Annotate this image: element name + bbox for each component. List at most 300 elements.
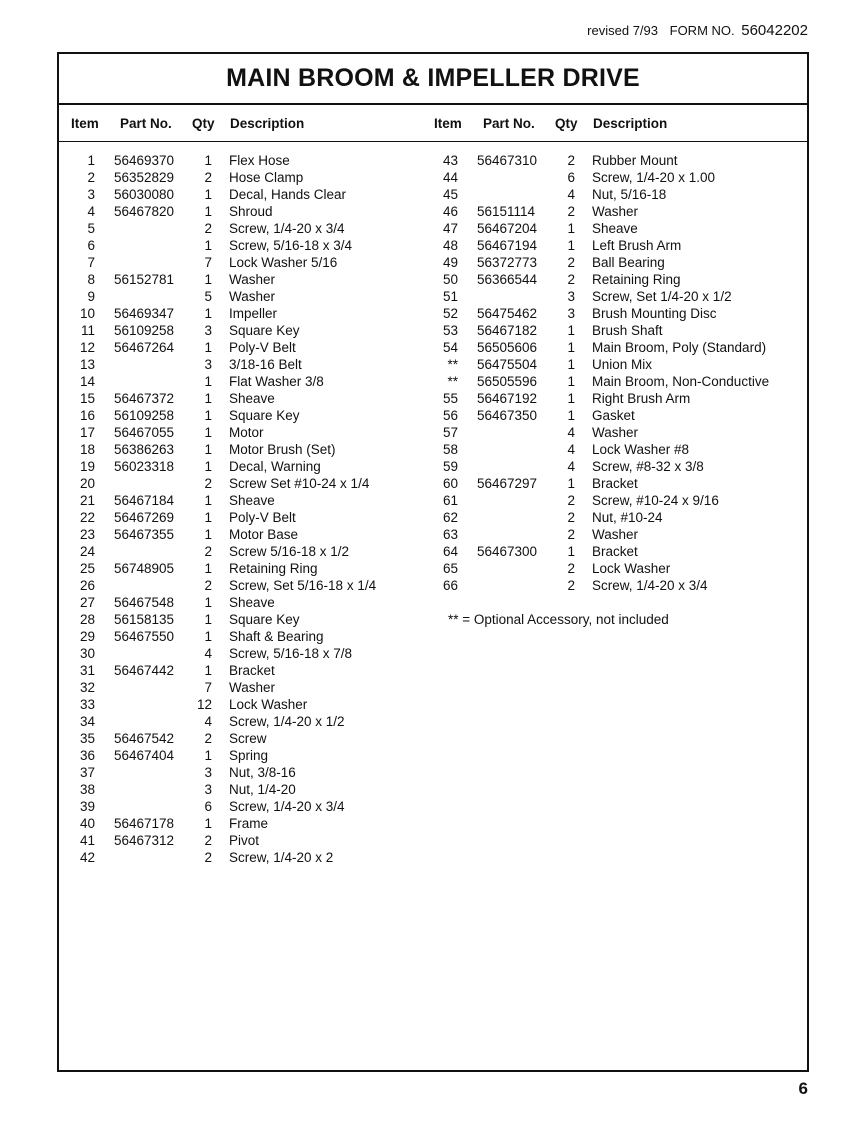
description: Lock Washer (592, 561, 671, 576)
item-number: 16 (79, 408, 95, 423)
table-row (59, 645, 807, 662)
column-header-row (59, 105, 807, 142)
description: Screw, 1/4-20 x 3/4 (229, 221, 345, 236)
item-number: 1 (87, 153, 95, 168)
description: Brush Shaft (592, 323, 663, 338)
quantity: 1 (204, 408, 212, 423)
part-number: 56467264 (114, 340, 175, 355)
table-row (59, 679, 807, 696)
table-row (59, 560, 807, 577)
description: Screw (229, 731, 267, 746)
item-number: 40 (79, 816, 95, 831)
item-number: 18 (79, 442, 95, 457)
item-number: 4 (87, 204, 95, 219)
item-number: 30 (79, 646, 95, 661)
description: Screw, 1/4-20 x 1.00 (592, 170, 716, 185)
item-number: 24 (79, 544, 95, 559)
table-row (59, 373, 807, 390)
part-number: 56505606 (477, 340, 538, 355)
description: Screw, #10-24 x 9/16 (592, 493, 719, 508)
description: Screw 5/16-18 x 1/2 (229, 544, 350, 559)
part-number: 56030080 (114, 187, 175, 202)
table-row (59, 186, 807, 203)
part-number: 56467355 (114, 527, 175, 542)
part-number: 56467820 (114, 204, 175, 219)
description: Sheave (229, 595, 275, 610)
part-number: 56467442 (114, 663, 175, 678)
item-number: 39 (79, 799, 95, 814)
item-number: 34 (79, 714, 95, 729)
item-number: 3 (87, 187, 95, 202)
item-number: 43 (442, 153, 458, 168)
description: Screw, 1/4-20 x 3/4 (592, 578, 708, 593)
description: Ball Bearing (592, 255, 665, 270)
quantity: 2 (567, 578, 575, 593)
part-number: 56467404 (114, 748, 175, 763)
description: Nut, 1/4-20 (229, 782, 296, 797)
description: Washer (229, 289, 276, 304)
quantity: 1 (204, 391, 212, 406)
description: Nut, #10-24 (592, 510, 663, 525)
quantity: 3 (204, 357, 212, 372)
description: Pivot (229, 833, 260, 848)
description: Washer (229, 272, 276, 287)
part-number: 56469347 (114, 306, 175, 321)
table-row (59, 781, 807, 798)
description: Left Brush Arm (592, 238, 682, 253)
table-row (59, 747, 807, 764)
quantity: 2 (567, 153, 575, 168)
table-row (59, 407, 807, 424)
quantity: 1 (204, 663, 212, 678)
description: Screw, #8-32 x 3/8 (592, 459, 704, 474)
quantity: 1 (567, 221, 575, 236)
description: Retaining Ring (592, 272, 681, 287)
item-number: 31 (79, 663, 95, 678)
quantity: 1 (204, 629, 212, 644)
part-number: 56467269 (114, 510, 175, 525)
quantity: 3 (567, 289, 575, 304)
part-number: 56467300 (477, 544, 538, 559)
part-number: 56152781 (114, 272, 175, 287)
table-row (59, 356, 807, 373)
quantity: 1 (204, 595, 212, 610)
description: Poly-V Belt (229, 510, 296, 525)
quantity: 1 (567, 357, 575, 372)
item-number: 51 (442, 289, 458, 304)
description: Sheave (592, 221, 638, 236)
item-number: 41 (79, 833, 95, 848)
part-number: 56475462 (477, 306, 538, 321)
table-row (59, 526, 807, 543)
form-number: 56042202 (741, 22, 808, 39)
item-number: 33 (79, 697, 95, 712)
table-row (59, 713, 807, 730)
revision-date: revised 7/93 (587, 23, 658, 38)
description: Union Mix (592, 357, 653, 372)
item-number: 6 (87, 238, 95, 253)
quantity: 1 (204, 272, 212, 287)
description: Lock Washer (229, 697, 308, 712)
item-number: 21 (79, 493, 95, 508)
quantity: 1 (204, 187, 212, 202)
quantity: 1 (204, 374, 212, 389)
description: Bracket (229, 663, 275, 678)
part-number: 56023318 (114, 459, 175, 474)
table-row (59, 543, 807, 560)
quantity: 4 (567, 459, 575, 474)
quantity: 2 (204, 578, 212, 593)
table-row (59, 662, 807, 679)
part-number: 56467372 (114, 391, 175, 406)
quantity: 2 (567, 527, 575, 542)
quantity: 2 (204, 833, 212, 848)
header-item: Item (71, 116, 99, 131)
quantity: 3 (204, 765, 212, 780)
description: Poly-V Belt (229, 340, 296, 355)
description: Hose Clamp (229, 170, 304, 185)
part-number: 56109258 (114, 323, 175, 338)
quantity: 1 (204, 816, 212, 831)
quantity: 3 (204, 782, 212, 797)
description: Motor (229, 425, 264, 440)
part-number: 56352829 (114, 170, 175, 185)
part-number: 56366544 (477, 272, 538, 287)
description: Nut, 3/8-16 (229, 765, 296, 780)
description: Screw, Set 5/16-18 x 1/4 (229, 578, 377, 593)
description: Square Key (229, 612, 300, 627)
part-number: 56467194 (477, 238, 538, 253)
quantity: 1 (567, 408, 575, 423)
table-row (59, 628, 807, 645)
part-number: 56467297 (477, 476, 538, 491)
table-row (59, 237, 807, 254)
item-number: 11 (80, 323, 95, 338)
item-number: 13 (79, 357, 95, 372)
part-number: 56386263 (114, 442, 175, 457)
table-row (59, 169, 807, 186)
quantity: 5 (204, 289, 212, 304)
description: Shaft & Bearing (229, 629, 324, 644)
item-number: 56 (442, 408, 458, 423)
quantity: 1 (204, 153, 212, 168)
quantity: 4 (204, 714, 212, 729)
item-number: 27 (79, 595, 95, 610)
quantity: 4 (567, 187, 575, 202)
header-part-no-right: Part No. (483, 116, 535, 131)
header-description-right: Description (593, 116, 668, 131)
item-number: 17 (79, 425, 95, 440)
item-number: 20 (79, 476, 95, 491)
table-row (59, 288, 807, 305)
quantity: 1 (204, 425, 212, 440)
table-row (59, 152, 807, 169)
part-number: 56467310 (477, 153, 538, 168)
item-number: 7 (87, 255, 95, 270)
description: Bracket (592, 476, 638, 491)
quantity: 4 (567, 442, 575, 457)
part-number: 56372773 (477, 255, 538, 270)
description: Spring (229, 748, 269, 763)
item-number: 32 (79, 680, 95, 695)
quantity: 2 (204, 170, 212, 185)
item-number: ** (447, 374, 458, 389)
quantity: 2 (567, 493, 575, 508)
item-number: 25 (79, 561, 95, 576)
table-row (59, 441, 807, 458)
item-number: 37 (79, 765, 95, 780)
description: Main Broom, Poly (Standard) (592, 340, 767, 355)
page-title: MAIN BROOM & IMPELLER DRIVE (59, 54, 807, 105)
description: Flat Washer 3/8 (229, 374, 324, 389)
quantity: 2 (204, 476, 212, 491)
item-number: 15 (79, 391, 95, 406)
page-number: 6 (798, 1079, 808, 1098)
quantity: 2 (567, 272, 575, 287)
part-number: 56467192 (477, 391, 538, 406)
quantity: 6 (567, 170, 575, 185)
description: Screw, Set 1/4-20 x 1/2 (592, 289, 732, 304)
part-number: 56467350 (477, 408, 538, 423)
description: Square Key (229, 408, 300, 423)
table-row (59, 611, 807, 628)
item-number: 19 (79, 459, 95, 474)
description: Washer (592, 527, 639, 542)
quantity: 1 (567, 391, 575, 406)
item-number: 50 (442, 272, 458, 287)
quantity: 1 (204, 561, 212, 576)
quantity: 2 (567, 510, 575, 525)
part-number: 56467542 (114, 731, 175, 746)
table-row (59, 339, 807, 356)
item-number: 59 (442, 459, 458, 474)
part-number: 56469370 (114, 153, 175, 168)
table-row (59, 475, 807, 492)
table-row (59, 798, 807, 815)
part-number: 56151114 (477, 204, 536, 219)
description: Decal, Warning (229, 459, 321, 474)
description: Retaining Ring (229, 561, 318, 576)
description: Gasket (592, 408, 635, 423)
quantity: 4 (204, 646, 212, 661)
item-number: 65 (442, 561, 458, 576)
quantity: 1 (567, 374, 575, 389)
item-number: 62 (442, 510, 458, 525)
item-number: 54 (442, 340, 458, 355)
part-number: 56467550 (114, 629, 175, 644)
description: Motor Brush (Set) (229, 442, 336, 457)
description: Rubber Mount (592, 153, 678, 168)
description: Motor Base (229, 527, 299, 542)
quantity: 2 (204, 731, 212, 746)
description: Frame (229, 816, 269, 831)
optional-accessory-note: ** = Optional Accessory, not included (448, 612, 669, 627)
quantity: 7 (204, 680, 212, 695)
quantity: 1 (204, 442, 212, 457)
item-number: 55 (442, 391, 458, 406)
item-number: 26 (79, 578, 95, 593)
part-number: 56467184 (114, 493, 175, 508)
item-number: 29 (79, 629, 95, 644)
table-row (59, 594, 807, 611)
description: Screw, 1/4-20 x 2 (229, 850, 334, 865)
description: Washer (592, 204, 639, 219)
part-number: 56467178 (114, 816, 175, 831)
item-number: 28 (79, 612, 95, 627)
item-number: 22 (79, 510, 95, 525)
quantity: 1 (567, 476, 575, 491)
table-row (59, 271, 807, 288)
item-number: 53 (442, 323, 458, 338)
item-number: 44 (442, 170, 458, 185)
header-qty: Qty (192, 116, 215, 131)
description: Impeller (229, 306, 278, 321)
description: Lock Washer 5/16 (229, 255, 338, 270)
part-number: 56467548 (114, 595, 175, 610)
table-row (59, 849, 807, 866)
item-number: 60 (442, 476, 458, 491)
item-number: 64 (442, 544, 458, 559)
item-number: 47 (442, 221, 458, 236)
item-number: 14 (79, 374, 95, 389)
quantity: 1 (204, 340, 212, 355)
table-row (59, 220, 807, 237)
header-part-no: Part No. (120, 116, 172, 131)
quantity: 1 (204, 306, 212, 321)
description: Sheave (229, 391, 275, 406)
table-row (59, 730, 807, 747)
item-number: 49 (442, 255, 458, 270)
description: Screw, 5/16-18 x 3/4 (229, 238, 353, 253)
part-number: 56109258 (114, 408, 175, 423)
table-row (59, 832, 807, 849)
part-number: 56467312 (114, 833, 175, 848)
item-number: ** (447, 357, 458, 372)
table-row (59, 390, 807, 407)
quantity: 6 (204, 799, 212, 814)
item-number: 10 (79, 306, 95, 321)
quantity: 1 (204, 748, 212, 763)
part-number: 56467182 (477, 323, 538, 338)
description: Flex Hose (229, 153, 290, 168)
description: Screw, 5/16-18 x 7/8 (229, 646, 353, 661)
table-row (59, 509, 807, 526)
part-number: 56467055 (114, 425, 175, 440)
item-number: 57 (442, 425, 458, 440)
table-row (59, 696, 807, 713)
quantity: 1 (567, 544, 575, 559)
item-number: 42 (79, 850, 95, 865)
quantity: 1 (204, 510, 212, 525)
table-row (59, 254, 807, 271)
quantity: 1 (204, 459, 212, 474)
quantity: 1 (567, 340, 575, 355)
item-number: 2 (87, 170, 95, 185)
part-number: 56475504 (477, 357, 538, 372)
quantity: 1 (567, 238, 575, 253)
part-number: 56505596 (477, 374, 538, 389)
item-number: 61 (442, 493, 458, 508)
item-number: 23 (79, 527, 95, 542)
item-number: 9 (87, 289, 95, 304)
header-description: Description (230, 116, 305, 131)
part-number: 56467204 (477, 221, 538, 236)
description: Bracket (592, 544, 638, 559)
quantity: 2 (204, 544, 212, 559)
quantity: 2 (204, 221, 212, 236)
part-number: 56748905 (114, 561, 175, 576)
table-row (59, 458, 807, 475)
quantity: 12 (196, 697, 212, 712)
description: Screw, 1/4-20 x 1/2 (229, 714, 345, 729)
header-item-right: Item (434, 116, 462, 131)
description: Brush Mounting Disc (592, 306, 717, 321)
quantity: 1 (204, 238, 212, 253)
quantity: 2 (204, 850, 212, 865)
quantity: 1 (204, 204, 212, 219)
description: 3/18-16 Belt (229, 357, 302, 372)
quantity: 7 (204, 255, 212, 270)
quantity: 2 (567, 561, 575, 576)
table-row (59, 764, 807, 781)
item-number: 58 (442, 442, 458, 457)
table-row (59, 203, 807, 220)
item-number: 35 (79, 731, 95, 746)
description: Decal, Hands Clear (229, 187, 347, 202)
quantity: 1 (204, 493, 212, 508)
item-number: 8 (87, 272, 95, 287)
item-number: 48 (442, 238, 458, 253)
item-number: 52 (442, 306, 458, 321)
quantity: 2 (567, 255, 575, 270)
description: Washer (592, 425, 639, 440)
part-number: 56158135 (114, 612, 175, 627)
item-number: 45 (442, 187, 458, 202)
table-row (59, 492, 807, 509)
item-number: 5 (87, 221, 95, 236)
header-qty-right: Qty (555, 116, 578, 131)
item-number: 63 (442, 527, 458, 542)
description: Shroud (229, 204, 273, 219)
description: Screw Set #10-24 x 1/4 (229, 476, 370, 491)
item-number: 66 (442, 578, 458, 593)
item-number: 38 (79, 782, 95, 797)
description: Right Brush Arm (592, 391, 691, 406)
parts-list-frame (57, 52, 809, 1072)
quantity: 1 (567, 323, 575, 338)
description: Washer (229, 680, 276, 695)
table-row (59, 577, 807, 594)
item-number: 36 (79, 748, 95, 763)
table-row (59, 815, 807, 832)
quantity: 1 (204, 612, 212, 627)
item-number: 12 (79, 340, 95, 355)
quantity: 3 (567, 306, 575, 321)
table-row (59, 322, 807, 339)
table-row (59, 305, 807, 322)
quantity: 4 (567, 425, 575, 440)
description: Sheave (229, 493, 275, 508)
description: Square Key (229, 323, 300, 338)
quantity: 3 (204, 323, 212, 338)
description: Lock Washer #8 (592, 442, 690, 457)
description: Nut, 5/16-18 (592, 187, 667, 202)
quantity: 1 (204, 527, 212, 542)
description: Screw, 1/4-20 x 3/4 (229, 799, 345, 814)
form-number-label: FORM NO. (669, 23, 735, 38)
description: Main Broom, Non-Conductive (592, 374, 770, 389)
form-info (587, 22, 808, 39)
